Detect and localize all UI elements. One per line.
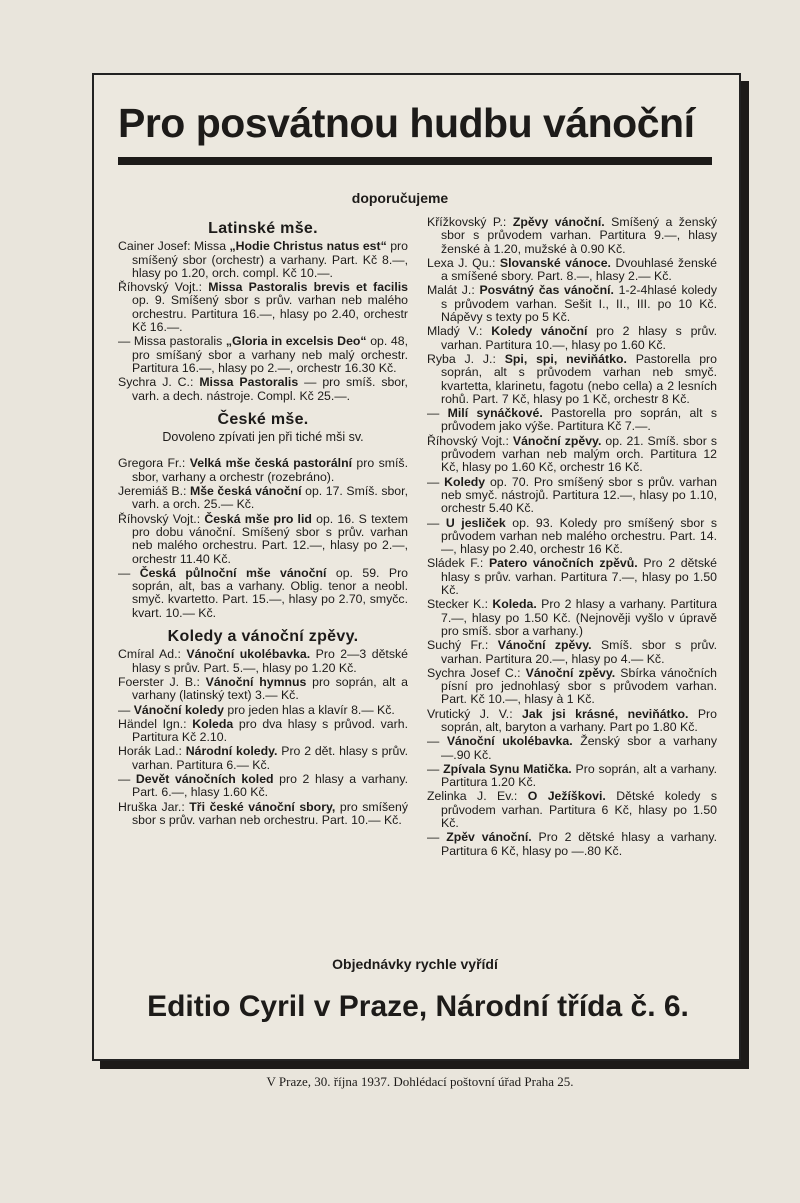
entry-author: Říhovský Vojt.: (118, 280, 209, 295)
entry-author: Händel Ign.: (118, 716, 193, 731)
entry-author: Suchý Fr.: (427, 638, 498, 653)
entry-title: Vánoční zpěvy. (525, 665, 616, 680)
catalog-entry (118, 648, 408, 675)
catalog-entry (427, 284, 717, 324)
entry-details: Pro 2 dět. hlasy s prův. varhan. Partitura 6.— Kč. (132, 744, 408, 772)
entry-title: Milí synáčkové. (447, 406, 543, 421)
entry-title: Zpěv vánoční. (446, 830, 532, 845)
entry-details: op. 21. Smíš. sbor s průvodem varhan neb malým orch. Partitura 12 Kč, hlasy po 1.60 Kč, orchestr 16 Kč. (441, 433, 717, 475)
entry-title: Missa Pastoralis brevis et facilis (208, 280, 408, 295)
entry-title: Vánoční zpěvy. (497, 638, 592, 653)
catalog-entry (427, 557, 717, 597)
entry-details: op. 17. Smíš. sbor, varh. a orch. 25.— Kč. (132, 484, 408, 512)
order-line: Objednávky rychle vyřídí (332, 956, 498, 972)
carols-list-continued (427, 216, 717, 858)
catalog-entry (427, 216, 717, 256)
catalog-entry (427, 763, 717, 790)
latin-masses-heading: Latinské mše. (208, 220, 318, 237)
entry-details: Dvouhlasé ženské a smíšené sbory. Part. 8.—, hlasy 2.— Kč. (441, 255, 717, 284)
entry-details: Pastorella pro soprán, alt s průvodem varhan neb smyč. kvartetta, klarinetu, fagotu (nebo cella) a 2 lesních rohů. Part. 7 Kč, hlasy po 1 Kč, orchestr 8 Kč. (441, 351, 717, 406)
catalog-entry (427, 476, 717, 516)
entry-title: U jesliček (445, 515, 506, 530)
entry-title: Zpívala Synu Matička. (443, 761, 572, 776)
title-rule (118, 157, 712, 165)
entry-details: op. 59. Pro soprán, alt, bas a varhany. Oblig. tenor a neobl. smyč. kvartetto. Part. 15.—, hlasy po 2.70, smyčc. kvart. 10.— Kč. (132, 565, 409, 620)
entry-title: O Ježíškovi. (527, 789, 606, 804)
entry-author: Lexa J. Qu.: (427, 255, 500, 270)
entry-title: Slovanské vánoce. (499, 255, 611, 270)
entry-author: Říhovský Vojt.: (427, 433, 513, 448)
entry-title: „Hodie Christus natus est“ (229, 239, 387, 254)
entry-details: op. 16. S textem pro dobu vánoční. Smíšený sbor s prův. varhan neb malého orchestru. Part. 12.—, hlasy po 2.—, orchestr 11.40 Kč. (132, 511, 408, 566)
catalog-entry (427, 831, 717, 858)
carols-list (118, 648, 408, 827)
catalog-entry (427, 325, 717, 352)
entry-title: Vánoční koledy (133, 702, 224, 717)
catalog-entry (118, 240, 408, 280)
entry-author: Vrutický J. V.: (427, 706, 523, 721)
catalog-entry (118, 376, 408, 403)
recommend-label: doporučujeme (351, 190, 449, 206)
catalog-entry (118, 718, 408, 745)
entry-details: pro soprán, alt a varhany (latinský text) 3.— Kč. (132, 674, 408, 703)
page-title: Pro posvátnou hudbu vánoční (118, 100, 695, 146)
entry-title: Missa Pastoralis (199, 375, 299, 390)
entry-details: pro smíšený sbor (orchestr) a varhany. Part. Kč 8.—, hlasy po 1.20, orch. compl. Kč 10.—. (132, 239, 408, 280)
entry-details: pro smíš. sbor, varhany a orchestr (rozebráno). (132, 456, 408, 484)
catalog-entry (427, 639, 717, 666)
entry-author: — (427, 734, 447, 749)
entry-details: Pro 2—3 dětské hlasy s prův. Part. 5.—, hlasy po 1.20 Kč. (132, 647, 408, 675)
entry-details: pro 2 hlasy s prův. varhan. Partitura 10.—, hlasy po 1.60 Kč. (441, 324, 717, 352)
catalog-entry (118, 567, 408, 620)
catalog-entry (118, 745, 408, 772)
entry-author: — Missa pastoralis (118, 334, 226, 349)
left-column (118, 218, 408, 828)
entry-details: pro dva hlasy s průvod. varh. Partitura Kč 2.10. (132, 716, 408, 745)
entry-author: — (118, 771, 136, 786)
entry-title: Národní koledy. (185, 744, 278, 759)
entry-author: — (118, 565, 140, 580)
entry-author: Cainer Josef: Missa (118, 239, 230, 254)
entry-details: Pastorella pro soprán, alt s průvodem jako výše. Partitura Kč 7.—. (441, 406, 717, 434)
czech-masses-heading: České mše. (217, 410, 309, 428)
entry-details: Dětské koledy s průvodem varhan. Partitura 6 Kč, hlasy po 1.50 Kč. (441, 789, 718, 831)
entry-title: Zpěvy vánoční. (512, 215, 605, 229)
entry-title: Devět vánočních koled (135, 771, 274, 786)
entry-author: Gregora Fr.: (118, 456, 190, 471)
entry-author: Jeremiáš B.: (118, 484, 190, 499)
entry-author: — (118, 702, 134, 717)
entry-details: Smíšený a ženský sbor s průvodem varhan. Partitura 9.—, hlasy ženské à 1.20, mužské à 0.90 Kč. (441, 215, 718, 256)
catalog-entry (427, 407, 717, 434)
publisher-address: Editio Cyril v Praze, Národní třída č. 6. (147, 990, 689, 1023)
entry-title: Vánoční ukolébavka. (186, 647, 311, 662)
entry-author: Foerster J. B.: (118, 674, 206, 689)
entry-title: Patero vánočních zpěvů. (488, 556, 638, 571)
entry-title: Posvátný čas vánoční. (479, 283, 614, 298)
catalog-entry (118, 801, 408, 828)
entry-author: — (427, 830, 447, 845)
entry-details: — pro smíš. sbor, varh. a dech. nástroje. Compl. Kč 25.—. (132, 375, 408, 403)
entry-author: — (427, 761, 444, 776)
entry-details: pro 2 hlasy a varhany. Part. 6.—, hlasy 1.60 Kč. (132, 771, 408, 800)
entry-details: Smíš. sbor s prův. varhan. Partitura 20.—, hlasy po 4.— Kč. (441, 638, 717, 666)
catalog-entry (118, 485, 408, 512)
entry-author: Horák Lad.: (118, 744, 186, 759)
entry-title: Mše česká vánoční (189, 484, 302, 499)
entry-details: Sbírka vánočních písní pro jednohlasý sbor s průvodem varhan. Part. Kč 10.—, hlasy à 1 Kč. (441, 665, 717, 707)
entry-author: Malát J.: (427, 283, 480, 298)
postal-imprint: V Praze, 30. října 1937. Dohlédací poštovní úřad Praha 25. (266, 1074, 574, 1089)
entry-author: Říhovský Vojt.: (118, 511, 205, 526)
entry-details: Pro 2 dětské hlasy a varhany. Partitura 6 Kč, hlasy po —.80 Kč. (441, 830, 717, 858)
catalog-entry (118, 335, 408, 375)
carols-heading: Koledy a vánoční zpěvy. (167, 628, 359, 646)
entry-author: Ryba J. J.: (427, 351, 505, 366)
entry-title: Koleda (192, 716, 234, 731)
entry-details: op. 93. Koledy pro smíšený sbor s průvodem varhan neb malého orchestru. Part. 14.—, hlasy po 2.40, orchestr 16 Kč. (441, 515, 717, 557)
czech-masses-list (118, 457, 408, 620)
entry-author: Sládek F.: (427, 556, 489, 571)
catalog-entry (427, 790, 717, 830)
entry-author: Hruška Jar.: (118, 799, 190, 814)
entry-details: op. 9. Smíšený sbor s prův. varhan neb malého orchestru. Partitura 16.—, hlasy po 2.40, orchestr Kč 16.—. (132, 293, 408, 335)
entry-title: Spi, spi, neviňátko. (504, 351, 627, 366)
catalog-entry (427, 667, 717, 707)
catalog-entry (427, 735, 717, 762)
entry-title: Česká půlnoční mše vánoční (139, 565, 327, 580)
entry-title: Koledy vánoční (491, 324, 588, 339)
entry-details: pro jeden hlas a klavír 8.— Kč. (223, 702, 395, 717)
right-column (427, 216, 717, 859)
entry-details: Pro 2 dětské hlasy s prův. varhan. Partitura 7.—, hlasy po 1.50 Kč. (441, 556, 717, 598)
entry-author: — (427, 515, 446, 530)
entry-details: Ženský sbor a varhany —.90 Kč. (441, 734, 718, 762)
latin-masses-list (118, 240, 408, 403)
entry-author: Sychra Josef C.: (427, 665, 526, 680)
catalog-entry (427, 353, 717, 406)
entry-details: 1-2-4hlasé koledy s průvodem varhan. Sešit I., II., III. po 10 Kč. Nápěvy s texty po 5 Kč. (441, 283, 717, 325)
entry-title: Vánoční ukolébavka. (446, 734, 573, 749)
catalog-entry (427, 708, 717, 735)
entry-title: Vánoční zpěvy. (512, 433, 602, 448)
catalog-entry (118, 281, 408, 334)
entry-title: Koleda. (492, 597, 537, 612)
entry-author: Mladý V.: (427, 324, 492, 339)
catalog-entry (118, 513, 408, 566)
catalog-entry (118, 676, 408, 703)
entry-author: Cmíral Ad.: (118, 647, 187, 662)
catalog-entry (118, 457, 408, 484)
catalog-entry (427, 517, 717, 557)
entry-author: Stecker K.: (427, 597, 493, 612)
entry-details: Pro 2 hlasy a varhany. Partitura 7.—, hlasy po 1.50 Kč. (Nejnověji vyšlo v úpravě pro smíš. sbor a varhany.) (441, 597, 717, 638)
entry-details: Pro soprán, alt a varhany. Partitura 1.20 Kč. (441, 761, 718, 790)
catalog-entry (427, 257, 717, 284)
entry-title: Velká mše česká pastorální (189, 456, 353, 471)
entry-title: Česká mše pro lid (204, 511, 312, 526)
entry-title: „Gloria in excelsis Deo“ (225, 334, 367, 349)
entry-title: Vánoční hymnus (205, 674, 307, 689)
czech-masses-note: Dovoleno zpívati jen při tiché mši sv. (162, 430, 364, 445)
entry-title: Jak jsi krásné, neviňátko. (522, 706, 689, 721)
entry-author: Křížkovský P.: (427, 215, 513, 229)
entry-author: Zelinka J. Ev.: (427, 789, 528, 804)
entry-details: pro smíšený sbor s prův. varhan neb orchestru. Part. 10.— Kč. (132, 799, 408, 827)
entry-details: op. 48, pro smíšaný sbor a varhany neb malý orchestr. Partitura 16.—, hlasy po 2.—, orchestr 16.30 Kč. (132, 334, 408, 375)
entry-author: — (427, 406, 448, 421)
entry-title: Koledy (444, 474, 486, 489)
entry-author: — (427, 474, 445, 489)
entry-title: Tři české vánoční sbory, (189, 799, 336, 814)
entry-details: op. 70. Pro smíšený sbor s prův. varhan neb smyč. nástrojů. Partitura 12.—, hlasy po 1.10, orchestr 5.40 Kč. (441, 474, 717, 516)
entry-details: Pro soprán, alt, baryton a varhany. Part po 1.80 Kč. (441, 706, 717, 734)
catalog-entry (427, 435, 717, 475)
catalog-entry (427, 598, 717, 638)
catalog-entry (118, 773, 408, 800)
entry-author: Sychra J. C.: (118, 375, 200, 390)
catalog-entry (118, 704, 408, 717)
